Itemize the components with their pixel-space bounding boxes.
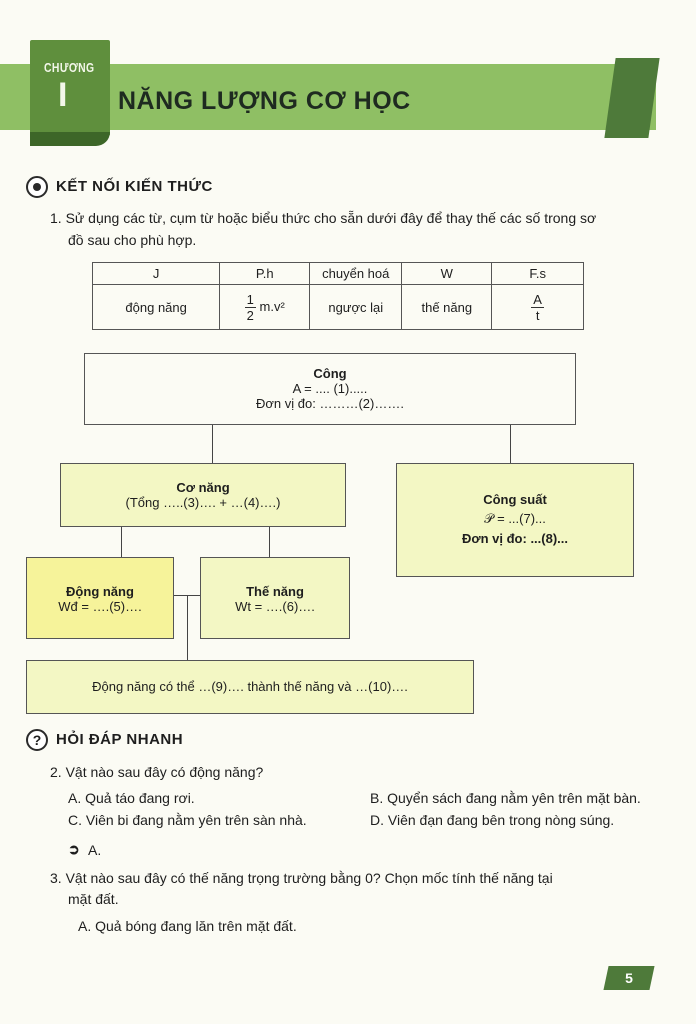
word-cell: thế năng [402,285,492,330]
choice-b: B. Quyển sách đang nằm yên trên mặt bàn. [370,790,641,806]
chapter-title: NĂNG LƯỢNG CƠ HỌC [118,87,411,115]
box-co-nang-formula: (Tổng …..(3)…. + …(4)….) [125,495,281,510]
box-dong-nang [26,557,174,639]
chapter-number: I [58,76,68,114]
word-table [92,262,584,330]
box-cong-suat [396,463,634,577]
choice-q3-a: A. Quả bóng đang lăn trên mặt đất. [78,918,297,934]
box-dong-nang-title: Động năng [66,584,134,599]
box-cong-formula: A = .... (1)..... [292,381,368,396]
word-cell: ngược lại [310,285,402,330]
fraction-denominator: 2 [246,307,254,323]
question-3-line2: mặt đất. [68,891,119,907]
chapter-tab [30,40,110,136]
fraction-numerator: A [533,291,542,307]
word-cell: chuyển hoá [310,263,402,285]
connector-line [212,425,213,463]
answer-q2: A. [88,842,102,858]
word-cell: P.h [220,263,310,285]
connector-line [269,527,270,557]
box-chuyen-hoa [26,660,474,714]
word-cell-fraction [492,285,584,330]
word-cell: F.s [492,263,584,285]
word-cell: W [402,263,492,285]
box-cong-suat-title: Công suất [483,492,547,507]
connector-line [510,425,511,463]
chapter-label: CHƯƠNG [44,60,95,75]
word-cell: J [93,263,220,285]
choice-d: D. Viên đạn đang bên trong nòng súng. [370,812,615,828]
choice-c: C. Viên bi đang nằm yên trên sàn nhà. [68,812,307,828]
question-1-line1: 1. Sử dụng các từ, cụm từ hoặc biểu thức cho sẵn dưới đây để thay thế các số trong sơ [50,210,597,226]
section-title-ket-noi: KẾT NỐI KIẾN THỨC [56,178,213,195]
fraction-denominator: t [535,307,540,323]
question-2: 2. Vật nào sau đây có động năng? [50,764,264,780]
box-chuyen-hoa-text: Động năng có thể …(9)…. thành thế năng và …(10)…. [92,679,408,694]
choice-a: A. Quả táo đang rơi. [68,790,195,806]
box-cong-suat-formula: 𝒫 = ...(7)... [484,511,546,526]
page-number: 5 [603,966,654,990]
word-cell-fraction [220,285,310,330]
box-cong [84,353,576,425]
fraction-rest: m.v² [259,298,285,314]
word-cell: động năng [93,285,220,330]
box-dong-nang-formula: Wđ = ….(5)…. [58,599,142,614]
box-the-nang [200,557,350,639]
fraction-numerator: 1 [246,291,254,307]
arrow-right-icon: ➲ [68,841,80,857]
section-title-hoi-dap: HỎI ĐÁP NHANH [56,731,184,748]
box-the-nang-formula: Wt = ….(6)…. [235,599,315,614]
box-co-nang [60,463,346,527]
box-co-nang-title: Cơ năng [176,480,230,495]
box-cong-unit: Đơn vị đo: ………(2)……. [256,396,404,411]
question-circle-icon: ? [26,729,48,751]
question-3-line1: 3. Vật nào sau đây có thế năng trọng trường bằng 0? Chọn mốc tính thế năng tại [50,870,553,886]
connector-line [187,595,188,660]
target-circle-icon [26,176,48,198]
box-the-nang-title: Thế năng [246,584,304,599]
connector-line [121,527,122,557]
box-cong-suat-unit: Đơn vị đo: ...(8)... [461,531,569,546]
question-1-line2: đồ sau cho phù hợp. [68,232,197,248]
box-cong-title: Công [313,366,347,381]
